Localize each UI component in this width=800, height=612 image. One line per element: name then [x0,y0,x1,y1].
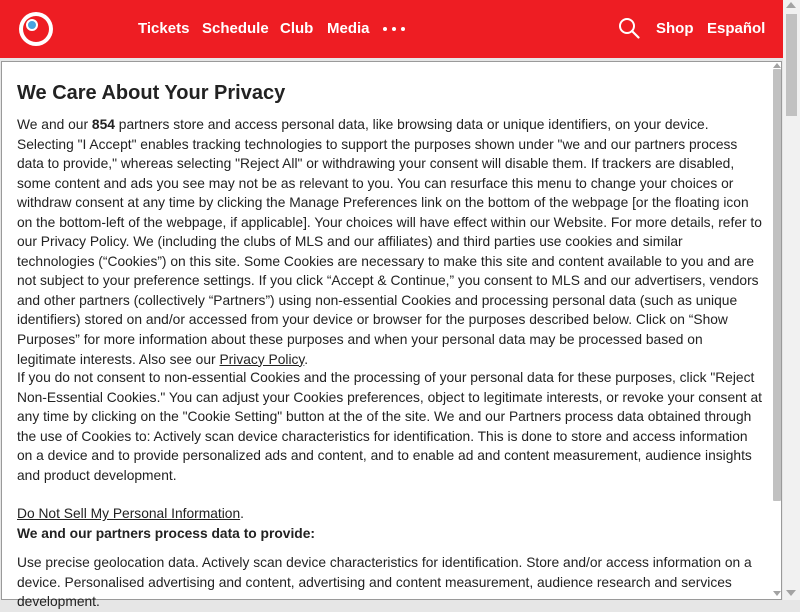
privacy-dialog-title: We Care About Your Privacy [17,82,286,104]
language-switch-espanol[interactable]: Español [707,20,766,37]
intro-text-start: We and our [17,117,92,132]
dot [401,27,405,31]
nav-item-schedule[interactable]: Schedule [202,20,269,37]
nav-item-shop[interactable]: Shop [656,20,694,37]
logo-center [26,19,38,31]
partners-count: 854 [91,117,115,132]
dot [383,27,387,31]
partners-process-heading: We and our partners process data to provide: [17,526,315,541]
privacy-policy-link[interactable]: Privacy Policy [219,351,305,367]
nav-item-tickets[interactable]: Tickets [138,20,190,37]
dialog-scrollbar[interactable] [772,62,781,599]
nav-item-media[interactable]: Media [327,20,370,37]
do-not-sell-link[interactable]: Do Not Sell My Personal Information [17,506,241,521]
purposes-list-paragraph: Use precise geolocation data. Actively scan device characteristics for identification. Store and/or access information on a device. Personalised advertising and content, advertising and content measurement, audience research and services development. [17,555,752,610]
do-not-sell-line [17,504,762,524]
dialog-scrollbar-thumb[interactable] [773,69,781,501]
top-navigation-bar [0,0,783,58]
cookie-consent-paragraph: If you do not consent to non-essential Cookies and the processing of your personal data for these purposes, click "Reject Non-Essential Cookies." You can adjust your Cookies preferences, object to legitimate interests, or revoke your consent at any time by clicking on the "Cookie Setting" button at the of the site. We and our Partners process data obtained through the use of Cookies to: Actively scan device characteristics for identification. This is done to store and access information on a device and to provide personalized ads and content, and to enable ad and content measurement, audience insights and product development. [17,370,762,483]
do-not-sell-period: . [240,506,244,521]
ellipsis-icon[interactable] [383,27,405,31]
page-scrollbar-thumb[interactable] [786,14,797,116]
club-logo-icon[interactable] [19,12,53,46]
privacy-intro-paragraph [17,115,762,369]
nav-item-club[interactable]: Club [280,20,314,37]
page-scroll-down-arrow-icon[interactable] [786,590,796,596]
dialog-scroll-up-arrow-icon[interactable] [773,63,781,68]
intro-text-body: partners store and access personal data, like browsing data or unique identifiers, on your device. Selecting "I Accept" enables tracking technologies to support the purposes shown under "we and our partners process data to provide," whereas selecting "Reject All" or withdrawing your consent will disable them. If trackers are disabled, some content and ads you see may not be as relevant to you. You can resurface this menu to change your choices or withdraw consent at any time by clicking the Manage Preferences link on the bottom of the webpage [or the floating icon on the bottom-left of the webpage, if applicable]. Your choices will have effect within our Website. For more details, refer to our Privacy Policy. We (including the clubs of MLS and our affiliates) and third parties use cookies and similar technologies (“Cookies”) on this site. Some Cookies are necessary to make this site and content available to you and are not subject to your preference settings. If you click “Accept & Continue,” you consent to MLS and our advertisers, vendors and other partners (collectively “Partners”) using non-essential Cookies and processing personal data (such as unique identifiers) stored on and/or accessed from your device or browser for the purposes described below. Click on “Show Purposes” for more information about these purposes and when your personal data may be processed based on legitimate interests. Also see our [17,117,762,367]
search-icon[interactable] [618,17,640,39]
dot [392,27,396,31]
privacy-consent-dialog [1,61,782,610]
intro-text-end: . [304,351,309,367]
dialog-scroll-down-arrow-icon[interactable] [773,591,781,596]
page-scroll-up-arrow-icon[interactable] [786,2,796,8]
